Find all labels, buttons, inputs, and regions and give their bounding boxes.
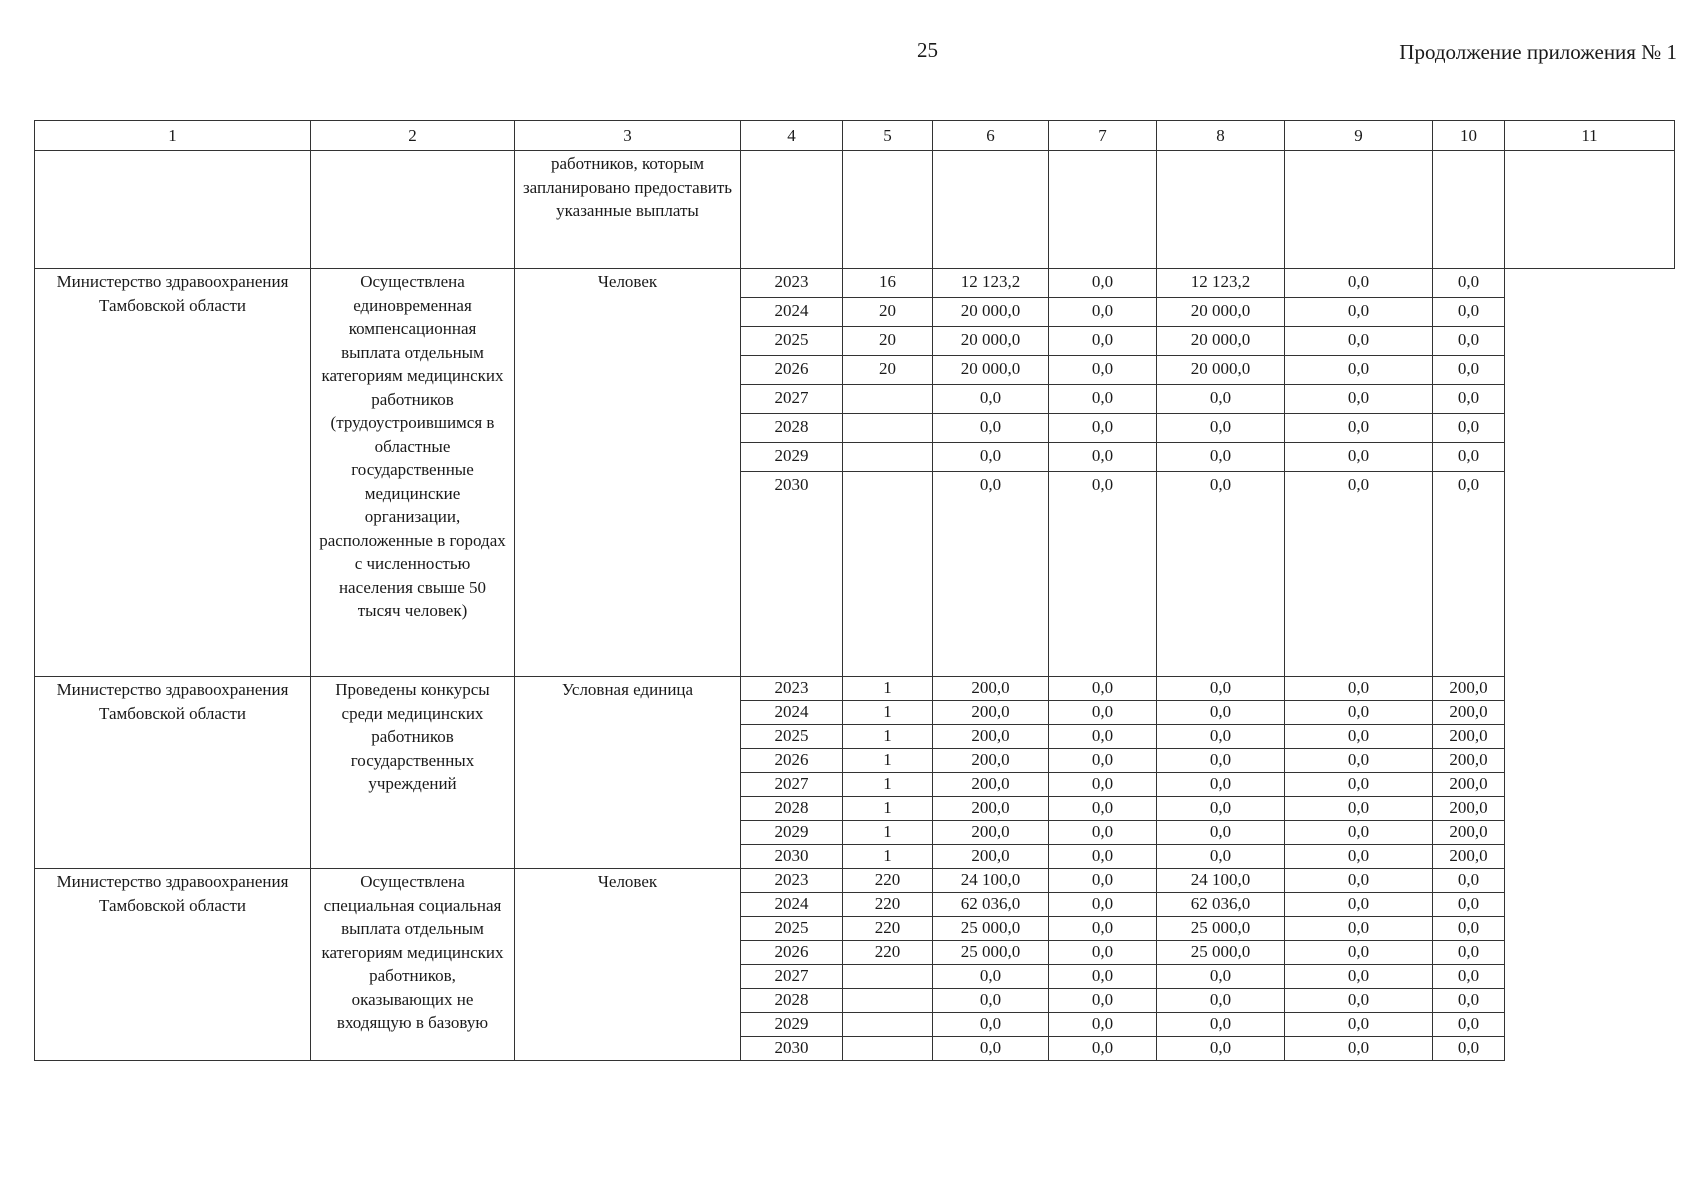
federal-cell: 0,0 — [1049, 327, 1157, 356]
total-cell: 200,0 — [933, 677, 1049, 701]
quantity-cell: 1 — [843, 845, 933, 869]
quantity-cell: 20 — [843, 298, 933, 327]
federal-cell: 0,0 — [1049, 941, 1157, 965]
total-cell: 200,0 — [933, 821, 1049, 845]
year-cell: 2027 — [741, 965, 843, 989]
quantity-cell: 1 — [843, 797, 933, 821]
regional-cell: 0,0 — [1157, 472, 1285, 677]
other-cell: 0,0 — [1433, 1037, 1505, 1061]
unit-cell: Человек — [515, 869, 741, 1061]
local-cell: 0,0 — [1285, 941, 1433, 965]
federal-cell: 0,0 — [1049, 989, 1157, 1013]
local-cell: 0,0 — [1285, 773, 1433, 797]
quantity-cell: 220 — [843, 917, 933, 941]
year-cell: 2026 — [741, 356, 843, 385]
total-cell: 0,0 — [933, 1037, 1049, 1061]
quantity-cell — [843, 414, 933, 443]
regional-cell: 20 000,0 — [1157, 298, 1285, 327]
federal-cell: 0,0 — [1049, 749, 1157, 773]
regional-cell: 0,0 — [1157, 989, 1285, 1013]
year-cell: 2026 — [741, 941, 843, 965]
local-cell: 0,0 — [1285, 869, 1433, 893]
total-cell: 0,0 — [933, 472, 1049, 677]
year-cell: 2030 — [741, 472, 843, 677]
federal-cell: 0,0 — [1049, 701, 1157, 725]
other-cell: 200,0 — [1433, 725, 1505, 749]
total-cell: 200,0 — [933, 773, 1049, 797]
federal-cell: 0,0 — [1049, 917, 1157, 941]
total-cell: 0,0 — [933, 1013, 1049, 1037]
other-cell: 0,0 — [1433, 356, 1505, 385]
continuation-description: работников, которым запланировано предоставить указанные выплаты — [515, 151, 741, 269]
federal-cell: 0,0 — [1049, 773, 1157, 797]
quantity-cell: 20 — [843, 327, 933, 356]
regional-cell: 20 000,0 — [1157, 356, 1285, 385]
quantity-cell — [843, 472, 933, 677]
total-cell: 200,0 — [933, 701, 1049, 725]
quantity-cell: 220 — [843, 893, 933, 917]
local-cell: 0,0 — [1285, 327, 1433, 356]
total-cell: 20 000,0 — [933, 298, 1049, 327]
quantity-cell — [843, 965, 933, 989]
other-cell: 200,0 — [1433, 821, 1505, 845]
appendix-note: Продолжение приложения № 1 — [1399, 40, 1677, 64]
other-cell: 0,0 — [1433, 414, 1505, 443]
other-cell: 200,0 — [1433, 749, 1505, 773]
ministry-cell: Министерство здравоохранения Тамбовской области — [35, 677, 311, 869]
federal-cell: 0,0 — [1049, 472, 1157, 677]
column-number: 7 — [1049, 121, 1157, 151]
federal-cell: 0,0 — [1049, 443, 1157, 472]
year-cell: 2028 — [741, 797, 843, 821]
quantity-cell: 1 — [843, 701, 933, 725]
regional-cell: 12 123,2 — [1157, 269, 1285, 298]
local-cell: 0,0 — [1285, 677, 1433, 701]
year-cell: 2023 — [741, 677, 843, 701]
year-cell: 2029 — [741, 821, 843, 845]
total-cell: 20 000,0 — [933, 356, 1049, 385]
empty-cell — [1157, 151, 1285, 269]
column-number: 1 — [35, 121, 311, 151]
continuation-row — [35, 151, 1675, 269]
other-cell: 200,0 — [1433, 797, 1505, 821]
regional-cell: 25 000,0 — [1157, 941, 1285, 965]
total-cell: 200,0 — [933, 749, 1049, 773]
ministry-cell: Министерство здравоохранения Тамбовской области — [35, 869, 311, 1061]
regional-cell: 0,0 — [1157, 414, 1285, 443]
year-cell: 2024 — [741, 701, 843, 725]
year-cell: 2025 — [741, 917, 843, 941]
quantity-cell — [843, 1013, 933, 1037]
empty-cell — [933, 151, 1049, 269]
local-cell: 0,0 — [1285, 443, 1433, 472]
year-cell: 2024 — [741, 893, 843, 917]
year-cell: 2030 — [741, 1037, 843, 1061]
quantity-cell: 220 — [843, 869, 933, 893]
continuation-ministry-cell — [311, 151, 515, 269]
federal-cell: 0,0 — [1049, 869, 1157, 893]
empty-cell — [1505, 151, 1675, 269]
federal-cell: 0,0 — [1049, 1037, 1157, 1061]
other-cell: 0,0 — [1433, 941, 1505, 965]
total-cell: 0,0 — [933, 989, 1049, 1013]
regional-cell: 0,0 — [1157, 701, 1285, 725]
federal-cell: 0,0 — [1049, 298, 1157, 327]
table-row — [35, 869, 1675, 893]
description-cell: Проведены конкурсы среди медицинских работников государственных учреждений — [311, 677, 515, 869]
year-cell: 2023 — [741, 269, 843, 298]
column-number: 9 — [1285, 121, 1433, 151]
column-number: 8 — [1157, 121, 1285, 151]
other-cell: 0,0 — [1433, 443, 1505, 472]
regional-cell: 24 100,0 — [1157, 869, 1285, 893]
local-cell: 0,0 — [1285, 701, 1433, 725]
local-cell: 0,0 — [1285, 917, 1433, 941]
other-cell: 0,0 — [1433, 917, 1505, 941]
other-cell: 0,0 — [1433, 385, 1505, 414]
quantity-cell: 16 — [843, 269, 933, 298]
column-1-cell — [35, 151, 311, 269]
regional-cell: 0,0 — [1157, 773, 1285, 797]
local-cell: 0,0 — [1285, 1037, 1433, 1061]
column-number: 11 — [1505, 121, 1675, 151]
federal-cell: 0,0 — [1049, 797, 1157, 821]
total-cell: 0,0 — [933, 965, 1049, 989]
local-cell: 0,0 — [1285, 965, 1433, 989]
regional-cell: 0,0 — [1157, 1037, 1285, 1061]
local-cell: 0,0 — [1285, 472, 1433, 677]
regional-cell: 0,0 — [1157, 725, 1285, 749]
federal-cell: 0,0 — [1049, 1013, 1157, 1037]
table-row — [35, 677, 1675, 701]
total-cell: 0,0 — [933, 443, 1049, 472]
local-cell: 0,0 — [1285, 725, 1433, 749]
quantity-cell: 1 — [843, 725, 933, 749]
year-cell: 2028 — [741, 414, 843, 443]
other-cell: 0,0 — [1433, 893, 1505, 917]
continuation-unit-cell — [741, 151, 843, 269]
description-cell: Осуществлена единовременная компенсационная выплата отдельным категориям медицинских работников (трудоустроившимся в областные государственные медицинские организации, расположенные в городах с численностью населения свыше 50 тысяч человек) — [311, 269, 515, 677]
federal-cell: 0,0 — [1049, 965, 1157, 989]
quantity-cell: 1 — [843, 749, 933, 773]
year-cell: 2023 — [741, 869, 843, 893]
total-cell: 25 000,0 — [933, 917, 1049, 941]
quantity-cell — [843, 989, 933, 1013]
regional-cell: 0,0 — [1157, 749, 1285, 773]
column-number: 5 — [843, 121, 933, 151]
local-cell: 0,0 — [1285, 989, 1433, 1013]
table-row — [35, 269, 1675, 298]
quantity-cell: 220 — [843, 941, 933, 965]
federal-cell: 0,0 — [1049, 821, 1157, 845]
total-cell: 62 036,0 — [933, 893, 1049, 917]
quantity-cell: 20 — [843, 356, 933, 385]
federal-cell: 0,0 — [1049, 356, 1157, 385]
total-cell: 24 100,0 — [933, 869, 1049, 893]
other-cell: 0,0 — [1433, 989, 1505, 1013]
quantity-cell — [843, 443, 933, 472]
other-cell: 200,0 — [1433, 845, 1505, 869]
ministry-cell: Министерство здравоохранения Тамбовской области — [35, 269, 311, 677]
year-cell: 2024 — [741, 298, 843, 327]
regional-cell: 25 000,0 — [1157, 917, 1285, 941]
local-cell: 0,0 — [1285, 1013, 1433, 1037]
column-number-row — [35, 121, 1675, 151]
local-cell: 0,0 — [1285, 385, 1433, 414]
page-number: 25 — [917, 38, 938, 62]
total-cell: 200,0 — [933, 725, 1049, 749]
local-cell: 0,0 — [1285, 414, 1433, 443]
total-cell: 12 123,2 — [933, 269, 1049, 298]
other-cell: 0,0 — [1433, 472, 1505, 677]
year-cell: 2027 — [741, 385, 843, 414]
year-cell: 2025 — [741, 327, 843, 356]
quantity-cell: 1 — [843, 821, 933, 845]
quantity-cell — [843, 385, 933, 414]
other-cell: 0,0 — [1433, 1013, 1505, 1037]
year-cell: 2025 — [741, 725, 843, 749]
column-number: 4 — [741, 121, 843, 151]
column-number: 10 — [1433, 121, 1505, 151]
local-cell: 0,0 — [1285, 797, 1433, 821]
federal-cell: 0,0 — [1049, 269, 1157, 298]
year-cell: 2030 — [741, 845, 843, 869]
total-cell: 0,0 — [933, 385, 1049, 414]
federal-cell: 0,0 — [1049, 385, 1157, 414]
federal-cell: 0,0 — [1049, 414, 1157, 443]
federal-cell: 0,0 — [1049, 677, 1157, 701]
column-number: 3 — [515, 121, 741, 151]
other-cell: 200,0 — [1433, 773, 1505, 797]
unit-cell: Человек — [515, 269, 741, 677]
local-cell: 0,0 — [1285, 749, 1433, 773]
other-cell: 0,0 — [1433, 269, 1505, 298]
local-cell: 0,0 — [1285, 893, 1433, 917]
regional-cell: 0,0 — [1157, 1013, 1285, 1037]
federal-cell: 0,0 — [1049, 845, 1157, 869]
description-cell: Осуществлена специальная социальная выплата отдельным категориям медицинских работников, оказывающих не входящую в базовую — [311, 869, 515, 1061]
other-cell: 200,0 — [1433, 701, 1505, 725]
local-cell: 0,0 — [1285, 356, 1433, 385]
unit-cell: Условная единица — [515, 677, 741, 869]
year-cell: 2029 — [741, 1013, 843, 1037]
other-cell: 0,0 — [1433, 965, 1505, 989]
local-cell: 0,0 — [1285, 821, 1433, 845]
regional-cell: 0,0 — [1157, 797, 1285, 821]
regional-cell: 0,0 — [1157, 385, 1285, 414]
other-cell: 0,0 — [1433, 869, 1505, 893]
local-cell: 0,0 — [1285, 269, 1433, 298]
local-cell: 0,0 — [1285, 845, 1433, 869]
regional-cell: 0,0 — [1157, 677, 1285, 701]
regional-cell: 20 000,0 — [1157, 327, 1285, 356]
column-number: 2 — [311, 121, 515, 151]
year-cell: 2028 — [741, 989, 843, 1013]
quantity-cell — [843, 1037, 933, 1061]
year-cell: 2027 — [741, 773, 843, 797]
regional-cell: 62 036,0 — [1157, 893, 1285, 917]
federal-cell: 0,0 — [1049, 893, 1157, 917]
regional-cell: 0,0 — [1157, 965, 1285, 989]
blocks-body — [35, 269, 1675, 1061]
quantity-cell: 1 — [843, 677, 933, 701]
regional-cell: 0,0 — [1157, 821, 1285, 845]
federal-cell: 0,0 — [1049, 725, 1157, 749]
local-cell: 0,0 — [1285, 298, 1433, 327]
data-table — [34, 120, 1675, 1061]
total-cell: 200,0 — [933, 797, 1049, 821]
year-cell: 2026 — [741, 749, 843, 773]
total-cell: 200,0 — [933, 845, 1049, 869]
total-cell: 20 000,0 — [933, 327, 1049, 356]
other-cell: 0,0 — [1433, 298, 1505, 327]
empty-cell — [1433, 151, 1505, 269]
empty-cell — [1049, 151, 1157, 269]
quantity-cell: 1 — [843, 773, 933, 797]
regional-cell: 0,0 — [1157, 443, 1285, 472]
total-cell: 0,0 — [933, 414, 1049, 443]
column-number: 6 — [933, 121, 1049, 151]
other-cell: 0,0 — [1433, 327, 1505, 356]
total-cell: 25 000,0 — [933, 941, 1049, 965]
empty-cell — [843, 151, 933, 269]
year-cell: 2029 — [741, 443, 843, 472]
other-cell: 200,0 — [1433, 677, 1505, 701]
regional-cell: 0,0 — [1157, 845, 1285, 869]
empty-cell — [1285, 151, 1433, 269]
